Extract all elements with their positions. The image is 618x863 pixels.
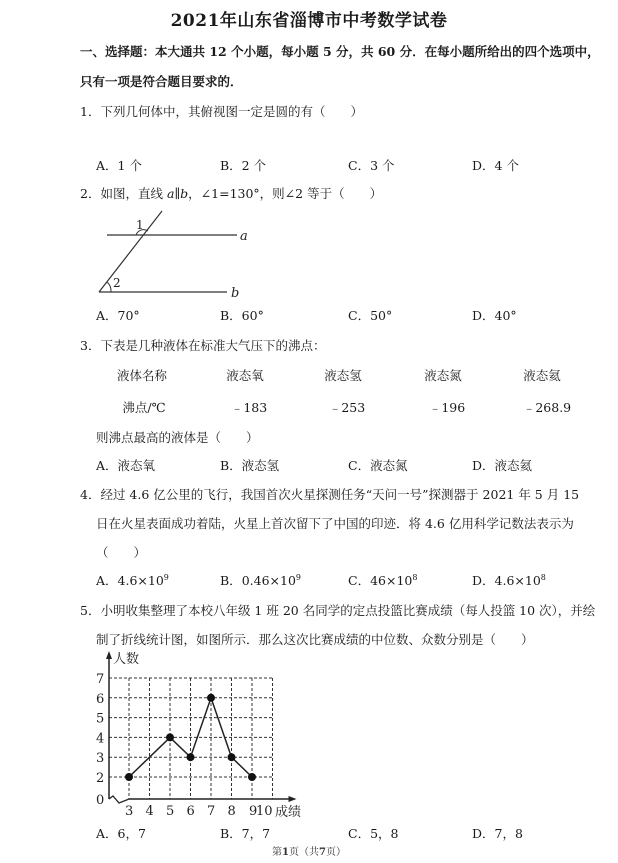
table-cell: ﹣268.9 [522,400,572,415]
q4-option-d[interactable] [472,571,546,589]
table-header-cell: 液体名称 [116,368,167,383]
q1-option-d[interactable]: D．4 个 [472,158,519,173]
x-tick-label: 10 [256,804,273,819]
question-text-pre: 如图，直线 [100,186,167,201]
x-tick-label: 7 [207,804,216,819]
question-text: 经过 4.6 亿公里的飞行，我国首次火星探测任务“天问一号”探测器于 2021 年 5 月 15 [100,487,580,502]
data-point [166,733,174,741]
question-number: 5． [80,603,101,618]
y-axis-label: 人数 [113,652,140,667]
table-cell: ﹣183 [230,400,268,415]
question-number: 3． [80,338,101,353]
q3-option-b[interactable]: B．液态氢 [220,458,280,473]
line-chart [80,645,340,825]
question-5-line1 [80,601,595,619]
angle-1-label: 1 [136,218,144,232]
axis-break [109,796,129,803]
data-point [228,753,236,761]
table-header-cell: 液态氮 [424,368,462,383]
question-5-line2: 制了折线统计图，如图所示．那么这次比赛成绩的中位数、众数分别是（ ） [96,632,534,647]
question-4-line2: 日在火星表面成功着陆，火星上首次留下了中国的印迹．将 4.6 亿用科学记数法表示为 [96,516,574,531]
current-page: 1 [282,847,289,858]
line-a-label: a [240,229,248,244]
table-header-cell: 液态氧 [226,368,264,383]
x-tick-label: 6 [186,804,195,819]
q3-followup: 则沸点最高的液体是（ ） [96,430,259,445]
option-base: 4.6×10 [117,573,164,588]
option-base: 0.46×10 [241,573,296,588]
section-heading-line1: 一、选择题：本大通共 12 个小题，每小题 5 分，共 60 分．在每小题所给出的四个选项中， [80,44,600,59]
q5-option-b[interactable]: B．7，7 [220,826,271,841]
option-label: A． [96,573,118,588]
y-tick-label: 7 [96,672,105,687]
table-cell: 沸点/℃ [122,400,166,415]
q2-option-d[interactable]: D．40° [472,308,517,323]
question-text-post: ，∠1=130°，则∠2 等于（ ） [188,186,383,201]
option-exponent: 9 [163,572,169,582]
data-point [187,753,195,761]
parallel-lines-figure [80,205,280,305]
question-2 [80,184,382,202]
q1-option-b[interactable]: B．2 个 [220,158,267,173]
q2-option-b[interactable]: B．60° [220,308,264,323]
y-tick-label: 2 [96,771,105,786]
q3-option-a[interactable]: A．液态氧 [96,458,156,473]
chart-grid [109,678,273,799]
x-tick-label: 5 [166,804,175,819]
line-b-label: b [231,286,240,301]
y-tick-label: 5 [96,711,105,727]
q4-option-b[interactable] [220,571,301,589]
data-point [207,694,215,702]
footer-text: 第 [272,847,283,858]
x-tick-label: 9 [249,804,258,819]
option-base: 46×10 [370,573,413,588]
question-number: 4． [80,487,101,502]
table-cell: ﹣253 [328,400,366,415]
q1-option-c[interactable]: C．3 个 [348,158,395,173]
question-1 [80,102,363,120]
q2-option-a[interactable]: A．70° [96,308,140,323]
angle-2-arc [107,282,111,292]
option-label: B． [220,573,242,588]
question-text: 下表是几种液体在标准大气压下的沸点： [100,338,326,353]
transversal-line [99,211,162,292]
y-tick-label: 4 [96,731,105,747]
chart-ticks [96,672,273,819]
parallel-expression: a∥b [166,186,189,201]
x-axis-label: 成绩 [275,805,302,820]
q3-option-d[interactable]: D．液态氦 [472,458,533,473]
x-tick-label: 4 [145,804,154,819]
angle-2-label: 2 [113,276,121,290]
question-4-line1 [80,485,579,503]
y-tick-label: 3 [96,751,105,767]
table-cell: ﹣196 [428,400,466,415]
page-title: 2021年山东省淄博市中考数学试卷 [170,11,448,31]
data-point [248,773,256,781]
y-tick-label: 0 [96,793,105,808]
footer-text: 页） [325,847,346,858]
option-exponent: 8 [412,572,418,582]
page-footer [0,843,618,858]
total-pages: 7 [319,847,326,858]
data-point [125,773,133,781]
q2-option-c[interactable]: C．50° [348,308,393,323]
section-heading-line2: 只有一项是符合题目要求的． [80,74,243,89]
q5-option-a[interactable]: A．6，7 [96,826,146,841]
question-text: 小明收集整理了本校八年级 1 班 20 名同学的定点投篮比赛成绩（每人投篮 10 次），并绘 [100,603,596,618]
option-label: D． [472,573,495,588]
question-number: 2． [80,186,101,201]
table-header-cell: 液态氢 [324,368,362,383]
q5-option-c[interactable]: C．5，8 [348,826,399,841]
x-axis-arrow [289,796,297,802]
q4-option-a[interactable] [96,571,169,589]
table-header-cell: 液态氦 [523,368,561,383]
question-text: 下列几何体中，其俯视图一定是圆的有（ ） [100,104,363,119]
y-axis-arrow [106,651,112,659]
q1-option-a[interactable]: A．1 个 [96,158,142,173]
option-base: 4.6×10 [494,573,541,588]
q3-option-c[interactable]: C．液态氮 [348,458,408,473]
question-number: 1． [80,104,101,119]
x-tick-label: 8 [227,804,236,819]
option-exponent: 8 [540,572,546,582]
question-3 [80,336,325,354]
q5-option-d[interactable]: D．7，8 [472,826,523,841]
q4-option-c[interactable] [348,571,417,589]
x-tick-label: 3 [125,804,134,819]
y-tick-label: 6 [96,691,105,707]
option-exponent: 9 [295,572,301,582]
question-4-line3: （ ） [96,545,147,560]
option-label: C． [348,573,371,588]
footer-text: 页（共 [289,847,319,858]
